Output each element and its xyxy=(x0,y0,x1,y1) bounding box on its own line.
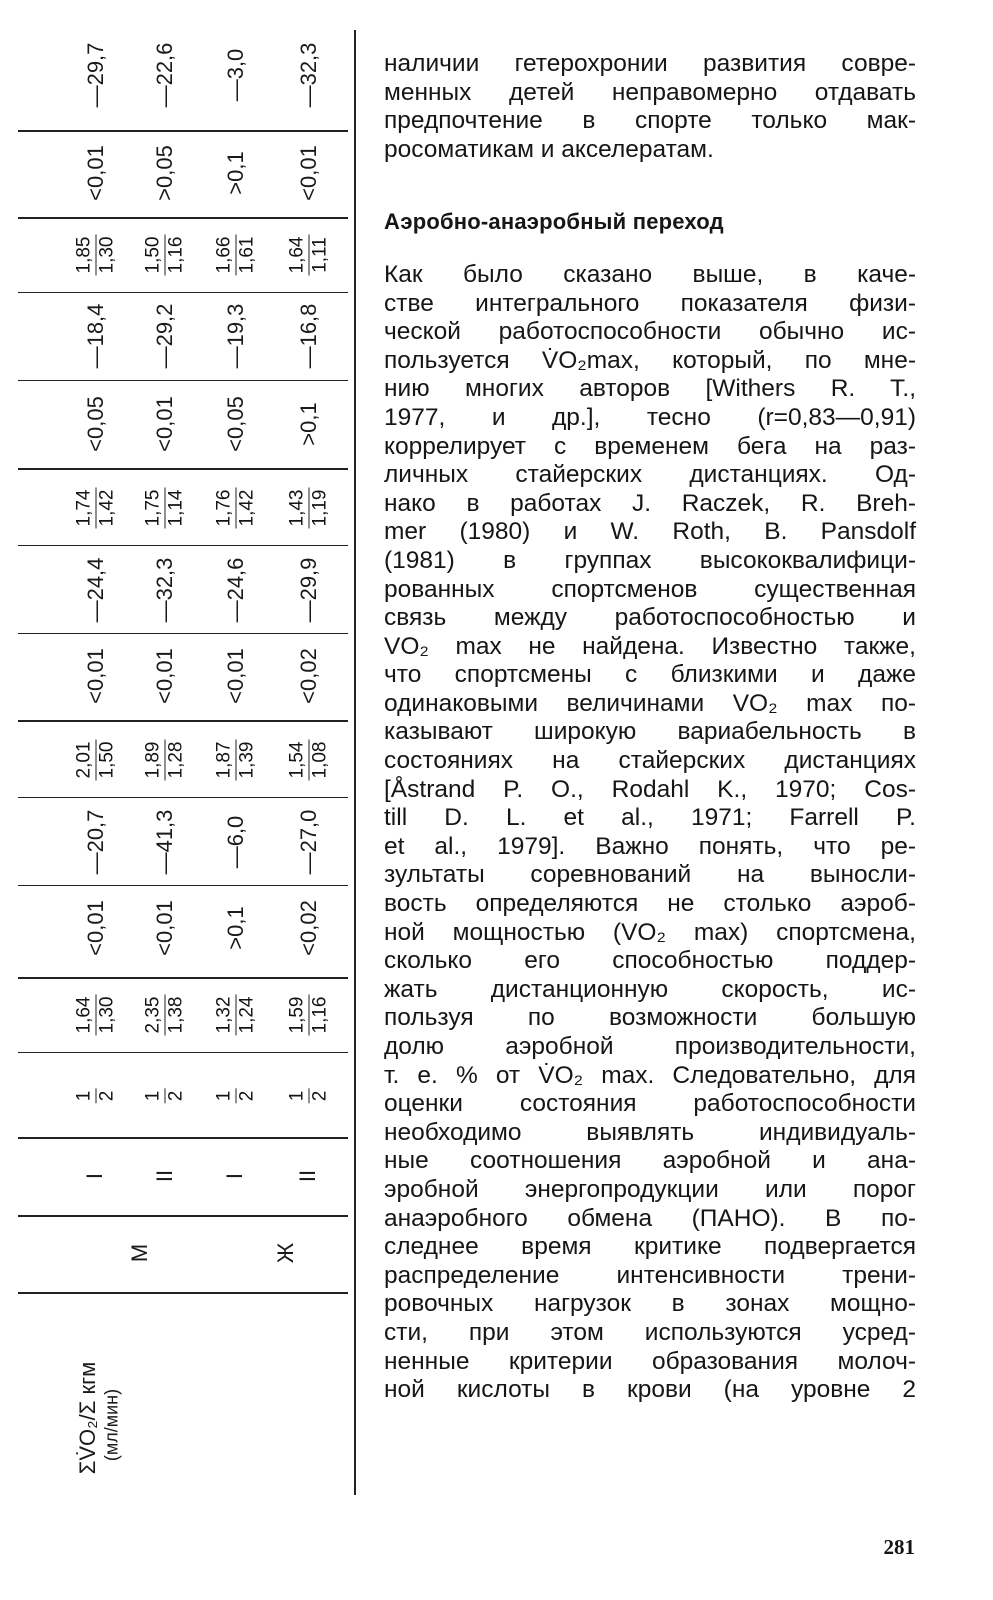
text-line: ные соотношения аэробной и ана- xyxy=(384,1147,916,1175)
sex-label-male: М xyxy=(127,1243,152,1263)
ratio-fraction: 1,59 1,16 xyxy=(286,996,331,1034)
difference-value: —32,3 xyxy=(152,557,177,623)
difference-value: —41,3 xyxy=(152,809,177,875)
difference-value: —29,2 xyxy=(152,303,177,369)
table-rule xyxy=(18,633,348,634)
text-line: [Åstrand P. O., Rodahl K., 1970; Cos- xyxy=(384,775,916,803)
table-frame xyxy=(354,30,356,1495)
table-rule xyxy=(18,885,348,886)
p-value: <0,01 xyxy=(83,900,108,956)
group-label: II xyxy=(152,1169,177,1183)
text-column xyxy=(384,50,916,1405)
p-value: >0,05 xyxy=(152,145,177,201)
text-line: till D. L. et al., 1971; Farrell P. xyxy=(384,804,916,832)
p-value: <0,01 xyxy=(152,396,177,452)
ratio-fraction: 1,74 1,42 xyxy=(73,489,118,527)
table-rule xyxy=(18,1052,348,1053)
text-line: et al., 1979]. Важно понять, что ре- xyxy=(384,832,916,860)
table-rule xyxy=(18,217,348,219)
text-line: пользуя по возможности большую xyxy=(384,1004,916,1032)
ratio-fraction: 1,85 1,30 xyxy=(73,236,118,274)
text-line: менных детей неправомерно отдавать xyxy=(384,78,916,106)
p-value: <0,01 xyxy=(296,145,321,201)
page-number: 281 xyxy=(883,1535,915,1559)
text-line: следнее время критике подвергается xyxy=(384,1233,916,1261)
pair-fraction: 1 2 xyxy=(142,1090,187,1102)
table-rule xyxy=(18,468,348,470)
text-line: 1977, и др.], тесно (r=0,83—0,91) xyxy=(384,403,916,431)
body-paragraph xyxy=(384,261,916,1405)
text-line: ческой работоспособности обычно ис- xyxy=(384,318,916,346)
text-line: ненные критерии образования молоч- xyxy=(384,1347,916,1375)
text-line: ной мощностью (VO₂ max) спортсмена, xyxy=(384,918,916,946)
difference-value: —20,7 xyxy=(83,809,108,875)
table-rule xyxy=(18,1292,348,1294)
difference-value: —22,6 xyxy=(152,42,177,108)
text-line: предпочтение в спорте только мак- xyxy=(384,107,916,135)
p-value: <0,01 xyxy=(152,900,177,956)
text-line: эробной энергопродукции или порог xyxy=(384,1175,916,1203)
p-value: <0,05 xyxy=(223,396,248,452)
ratio-fraction: 1,87 1,39 xyxy=(213,741,258,779)
difference-value: —24,6 xyxy=(223,557,248,623)
table-rule xyxy=(18,720,348,722)
ratio-fraction: 1,32 1,24 xyxy=(213,996,258,1034)
text-line: сколько его способностью поддер- xyxy=(384,947,916,975)
table-rule xyxy=(18,1215,348,1217)
difference-value: —29,7 xyxy=(83,42,108,108)
p-value: <0,01 xyxy=(152,648,177,704)
p-value: <0,05 xyxy=(83,396,108,452)
ratio-fraction: 2,35 1,38 xyxy=(142,996,187,1034)
text-line: нию многих авторов [Withers R. T., xyxy=(384,375,916,403)
intro-paragraph xyxy=(384,50,916,164)
difference-value: —19,3 xyxy=(223,303,248,369)
text-line: mer (1980) и W. Roth, B. Pansdolf xyxy=(384,518,916,546)
row-header-label: ΣV̇O₂/Σ кгм xyxy=(75,1361,100,1475)
text-line: анаэробного обмена (ПАНО). В по- xyxy=(384,1204,916,1232)
text-line: рованных спортсменов существенная xyxy=(384,575,916,603)
text-line: ровочных нагрузок в зонах мощно- xyxy=(384,1290,916,1318)
difference-value: —24,4 xyxy=(83,557,108,623)
text-line: связь между работоспособностью и xyxy=(384,604,916,632)
table-rule xyxy=(18,130,348,132)
ratio-fraction: 1,43 1,19 xyxy=(286,489,331,527)
table-rule xyxy=(18,380,348,381)
table-rule xyxy=(18,545,348,546)
table-rule xyxy=(18,292,348,293)
p-value: <0,02 xyxy=(296,900,321,956)
text-line: стве интегрального показателя физи- xyxy=(384,289,916,317)
ratio-fraction: 1,89 1,28 xyxy=(142,741,187,779)
text-line: казывают широкую вариабельность в xyxy=(384,718,916,746)
p-value: <0,02 xyxy=(296,648,321,704)
text-line: зультаты соревнований на выносли- xyxy=(384,861,916,889)
text-line: долю аэробной производительности, xyxy=(384,1033,916,1060)
group-label: II xyxy=(295,1169,320,1183)
text-line: т. е. % от V̇O₂ max. Следовательно, для xyxy=(384,1061,916,1089)
row-header-unit: (мл/мин) xyxy=(101,1388,122,1462)
text-line: коррелирует с временем бега на раз- xyxy=(384,432,916,460)
ratio-fraction: 1,64 1,30 xyxy=(73,996,118,1034)
p-value: >0,1 xyxy=(223,151,248,195)
text-line: жать дистанционную скорость, ис- xyxy=(384,975,916,1003)
text-line: необходимо выявлять индивидуаль- xyxy=(384,1118,916,1146)
p-value: <0,01 xyxy=(223,648,248,704)
text-line: что спортсмены с близкими и даже xyxy=(384,661,916,689)
sex-label-female: Ж xyxy=(273,1242,298,1264)
difference-value: —29,9 xyxy=(296,557,321,623)
text-line: сти, при этом используются усред- xyxy=(384,1318,916,1346)
ratio-fraction: 1,76 1,42 xyxy=(213,489,258,527)
text-line: росоматикам и акселератам. xyxy=(384,135,714,163)
difference-value: —18,4 xyxy=(83,303,108,369)
ratio-fraction: 1,50 1,16 xyxy=(142,236,187,274)
difference-value: —27,0 xyxy=(296,809,321,875)
text-line: личных стайерских дистанциях. Од- xyxy=(384,461,916,489)
ratio-fraction: 2,01 1,50 xyxy=(73,741,118,779)
ratio-fraction: 1,54 1,08 xyxy=(286,741,331,779)
difference-value: —16,8 xyxy=(296,303,321,369)
p-value: >0,1 xyxy=(223,906,248,950)
text-line: нако в работах J. Raczek, R. Breh- xyxy=(384,489,916,517)
pair-fraction: 1 2 xyxy=(73,1090,118,1102)
p-value: <0,01 xyxy=(83,145,108,201)
p-value: <0,01 xyxy=(83,648,108,704)
section-heading: Аэробно-анаэробный переход xyxy=(384,209,724,235)
table-rule xyxy=(18,1137,348,1139)
rotated-data-table xyxy=(0,0,355,1600)
group-label: I xyxy=(222,1172,247,1180)
text-line: состояниях на стайерских дистанциях xyxy=(384,747,916,775)
text-line: наличии гетерохронии развития совре- xyxy=(384,50,916,77)
group-label: I xyxy=(82,1172,107,1180)
ratio-fraction: 1,64 1,11 xyxy=(286,236,331,274)
text-line: вость определяются не столько аэроб- xyxy=(384,890,916,918)
table-rule xyxy=(18,797,348,798)
ratio-fraction: 1,75 1,14 xyxy=(142,489,187,527)
text-line: (1981) в группах высококвалифици- xyxy=(384,546,916,574)
text-line: распределение интенсивности трени- xyxy=(384,1261,916,1289)
table-rule xyxy=(18,977,348,979)
difference-value: —32,3 xyxy=(296,42,321,108)
p-value: >0,1 xyxy=(296,402,321,446)
text-line: оценки состояния работоспособности xyxy=(384,1090,916,1118)
text-line: пользуется V̇O₂max, который, по мне- xyxy=(384,346,916,374)
text-line: VO₂ max не найдена. Известно также, xyxy=(384,632,916,660)
difference-value: —3,0 xyxy=(223,48,248,102)
pair-fraction: 1 2 xyxy=(286,1090,331,1102)
ratio-fraction: 1,66 1,61 xyxy=(213,236,258,274)
text-line: ной кислоты в крови (на уровне 2 xyxy=(384,1376,916,1404)
difference-value: —6,0 xyxy=(223,815,248,869)
text-line: Как было сказано выше, в каче- xyxy=(384,260,916,288)
text-line: одинаковыми величинами VO₂ max по- xyxy=(384,689,916,717)
pair-fraction: 1 2 xyxy=(213,1090,258,1102)
